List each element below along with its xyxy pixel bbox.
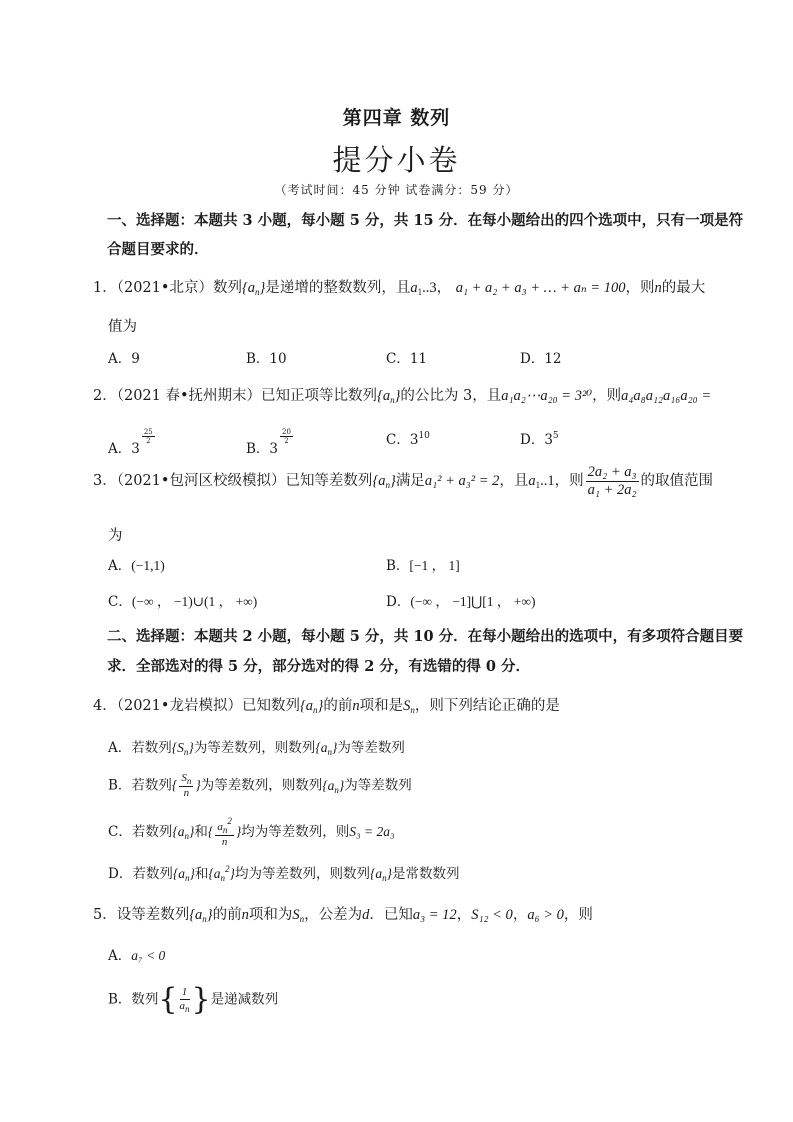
q5-option-b: B．数列{ $\frac{1}{a_n}$ }是递减数列 [108,982,279,1017]
question-4: 4．（2021•龙岩模拟）已知数列$\{a_n\}$的前n项和是$S_n$，则下列结论正确的是 [93,698,560,715]
q3-option-a: A．(−1,1) [108,558,165,574]
q1-option-a: A．9 [108,351,140,367]
section1-line2: 合题目要求的． [107,241,209,258]
q3-option-c: C．(−∞ ， −1)∪(1 ， +∞) [108,594,258,610]
q4-option-a: A．若数列$\{S_n\}$为等差数列，则数列$\{a_n\}$为等差数列 [108,740,405,757]
q3-fraction: $\frac{\text{2a₂ + a₃}}{\text{a₁ + 2a₂}}$ [587,464,637,498]
question-1-cont: 值为 [108,319,137,335]
q2-option-b: B．3 $\frac{20}{2}$ [246,428,291,458]
exam-info: （考试时间：45 分钟 试卷满分：59 分） [274,183,519,197]
question-3-cont: 为 [108,528,123,544]
section1-line1: 一、选择题：本题共 3 小题，每小题 5 分，共 15 分．在每小题给出的四个选项中，只有一项是符 [107,212,744,229]
q1-option-d: D．12 [520,351,562,367]
q2-option-d: D．$3^5$ [520,431,559,448]
q1-option-b: B．10 [246,351,287,367]
q3-option-b: B．[−1 ， 1] [386,558,460,574]
question-3: 3．（2021•包河区校级模拟）已知等差数列$\{a_n\}$满足a₁² + a₃² = 2，且$a_1..1$，则 $\frac{\text{2a₂ + a₃}}{\text{a₁ + 2a₂}}$ 的取值范围 [93,464,714,498]
q5-option-a: A．a₇ < 0 [108,948,166,964]
q4-option-d: D．若数列$\{a_n\}$和$\{a_n^2\}$均为等差数列，则数列$\{a_n\}$是常数数列 [108,864,460,883]
q4-option-c: C．若数列$\{a_n\}$和{ $\frac{a_n^2}{n}$ }均为等差数列，则S₃ = 2a₃ [108,816,395,849]
question-1: 1．（2021•北京）数列$\{a_n\}$是递增的整数数列，且$a_1..3$， a₁ + a₂ + a₃ + … + aₙ = 100，则n的最大 [93,280,706,297]
q1-option-c: C．11 [386,351,428,367]
q2-option-c: C．$3^{10}$ [386,431,430,448]
chapter-title: 第四章 数列 [342,107,451,129]
q3-option-d: D．(−∞ ， −1]⋃[1 ， +∞) [386,594,536,610]
question-5: 5．设等差数列$\{a_n\}$的前n项和为$S_n$，公差为d．已知a₃ = 12，S₁₂ < 0，a₆ > 0，则 [93,907,593,924]
section2-line2: 求．全部选对的得 5 分，部分选对的得 2 分，有选错的得 0 分． [107,658,531,675]
q2-option-a: A．3 $\frac{25}{2}$ [108,428,153,458]
q4-option-b: B．若数列{ $\frac{S_n}{n}$ }为等差数列，则数列$\{a_n\}$为等差数列 [108,772,412,800]
question-2: 2．（2021 春•抚州期末）已知正项等比数列$\{a_n\}$的公比为 3，且a₁a₂⋯a₂₀ = 3²⁰，则a₄a₈a₁₂a₁₆a₂₀ = [93,388,712,405]
section2-line1: 二、选择题：本题共 2 小题，每小题 5 分，共 10 分．在每小题给出的选项中，有多项符合题目要 [107,628,744,645]
main-title: 提分小卷 [332,143,461,177]
